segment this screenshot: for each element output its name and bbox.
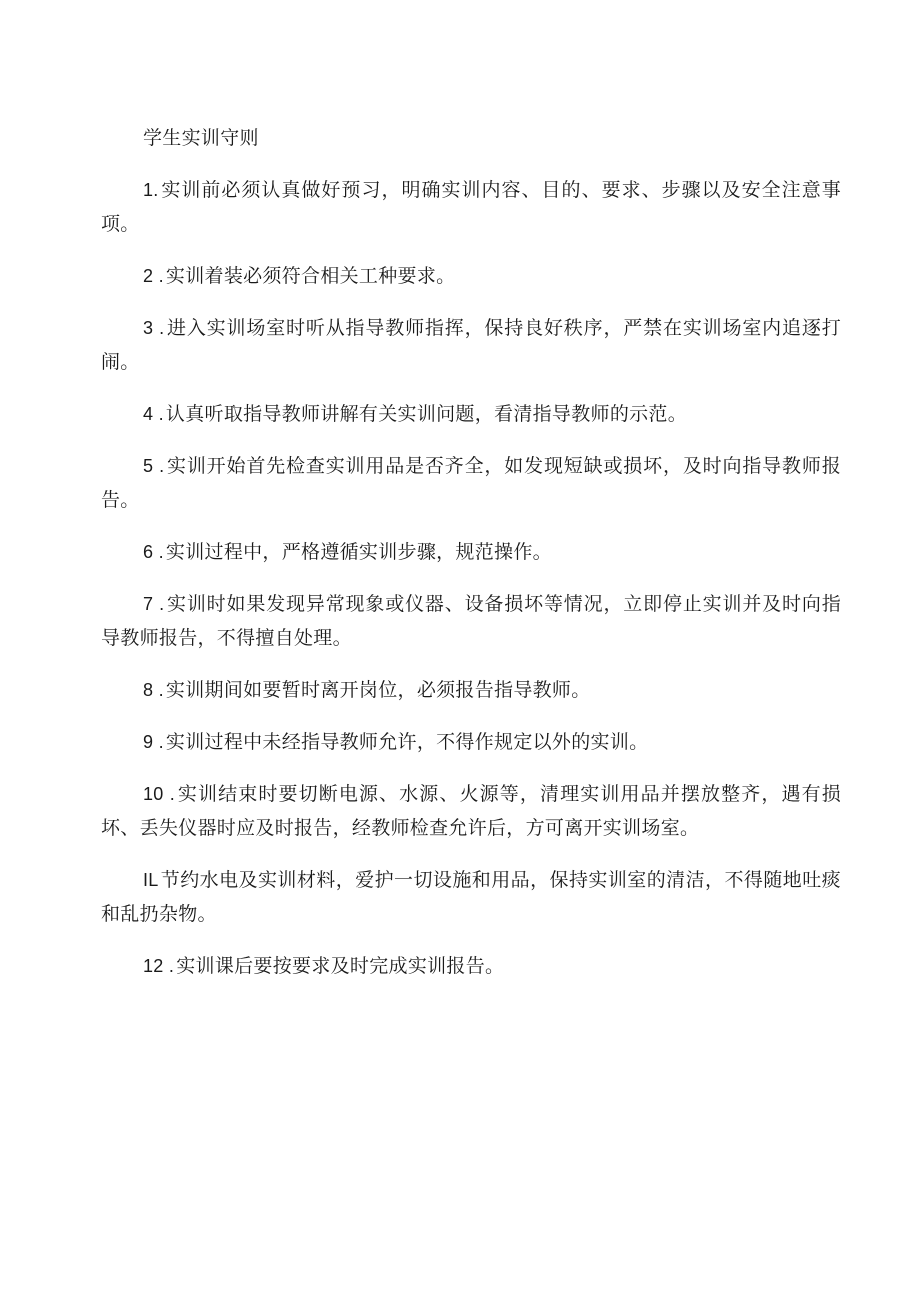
document-body	[101, 121, 841, 1001]
rule-number: 1.	[143, 180, 159, 200]
rule-text: 实训时如果发现异常现象或仪器、设备损坏等情况，立即停止实训并及时向指导教师报告，不得擅自处理。	[101, 593, 841, 649]
rule-text: 实训前必须认真做好预习，明确实训内容、目的、要求、步骤以及安全注意事项。	[101, 179, 841, 235]
rule-text: 实训过程中，严格遵循实训步骤，规范操作。	[165, 541, 552, 563]
rule-item-10	[101, 777, 841, 845]
rule-text: 实训着装必须符合相关工种要求。	[165, 265, 456, 287]
rule-item-11	[101, 863, 841, 931]
document-title: 学生实训守则	[143, 127, 259, 149]
rule-number: 2 .	[143, 266, 164, 286]
rule-text: 实训开始首先检查实训用品是否齐全，如发现短缺或损坏，及时向指导教师报告。	[101, 455, 841, 511]
rule-text: 进入实训场室时听从指导教师指挥，保持良好秩序，严禁在实训场室内追逐打闹。	[101, 317, 841, 373]
rule-number: 10 .	[143, 784, 176, 804]
rule-text: 实训课后要按要求及时完成实训报告。	[176, 955, 505, 977]
rule-number: 3 .	[143, 318, 165, 338]
rule-item-1	[101, 173, 841, 241]
rule-text: 实训过程中未经指导教师允许，不得作规定以外的实训。	[165, 731, 649, 753]
rule-text: 认真听取指导教师讲解有关实训问题，看清指导教师的示范。	[165, 403, 688, 425]
rule-number: 12 .	[143, 956, 175, 976]
rule-item-3	[101, 311, 841, 379]
rule-number: 9 .	[143, 732, 164, 752]
rule-number: 7 .	[143, 594, 165, 614]
rule-item-12	[101, 949, 841, 983]
rule-item-4	[101, 397, 841, 431]
rule-number: 8 .	[143, 680, 164, 700]
rule-item-5	[101, 449, 841, 517]
rule-item-2	[101, 259, 841, 293]
rule-number: 6 .	[143, 542, 164, 562]
rule-item-9	[101, 725, 841, 759]
rule-text: 实训结束时要切断电源、水源、火源等，清理实训用品并摆放整齐，遇有损坏、丢失仪器时应及时报告，经教师检查允许后，方可离开实训场室。	[101, 783, 841, 839]
rule-number: IL	[143, 870, 159, 890]
rule-item-6	[101, 535, 841, 569]
rule-text: 节约水电及实训材料，爱护一切设施和用品，保持实训室的清洁，不得随地吐痰和乱扔杂物。	[101, 869, 841, 925]
rule-item-7	[101, 587, 841, 655]
rule-text: 实训期间如要暂时离开岗位，必须报告指导教师。	[165, 679, 591, 701]
rule-item-8	[101, 673, 841, 707]
rule-number: 4 .	[143, 404, 164, 424]
rule-number: 5 .	[143, 456, 165, 476]
